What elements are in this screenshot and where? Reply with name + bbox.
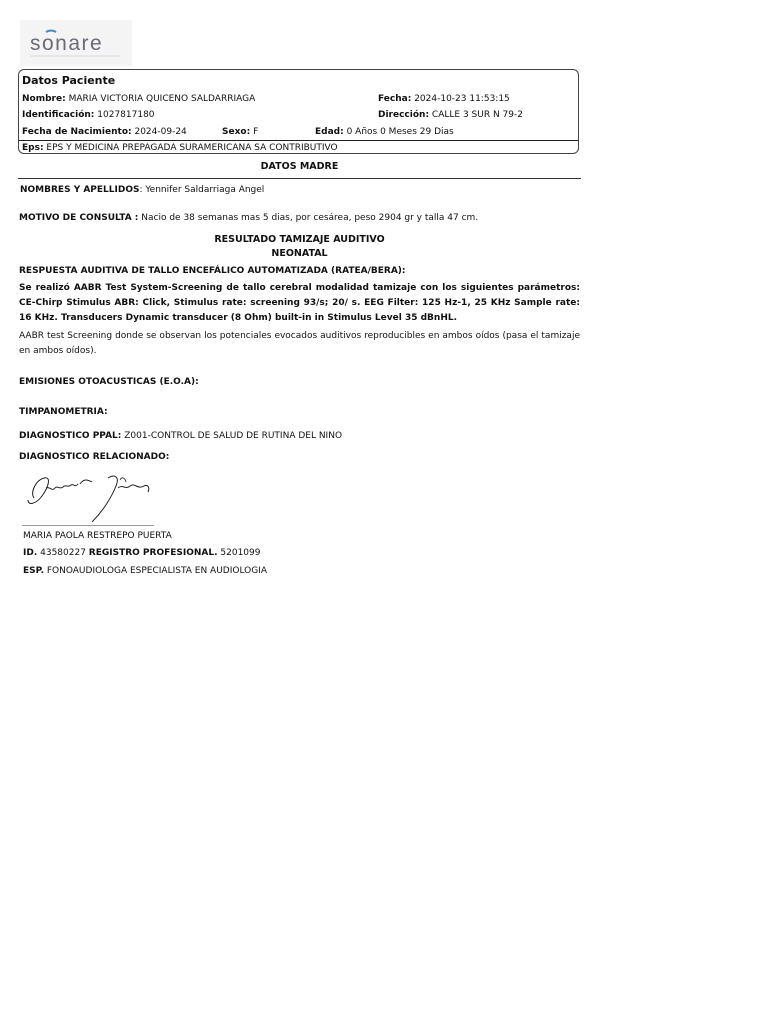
- id-value: 1027817180: [97, 110, 155, 120]
- consultation-field: [19, 213, 478, 223]
- patient-eps-field: [22, 143, 338, 153]
- consultation-label: MOTIVO DE CONSULTA :: [19, 213, 139, 223]
- name-value: MARIA VICTORIA QUICENO SALDARRIAGA: [68, 94, 256, 104]
- ratea-heading: RESPUESTA AUDITIVA DE TALLO ENCEFÁLICO AUTOMATIZADA (RATEA/BERA):: [19, 266, 406, 276]
- eoa-heading: EMISIONES OTOACUSTICAS (E.O.A):: [19, 377, 199, 387]
- birth-label: Fecha de Nacimiento:: [22, 127, 132, 137]
- age-value: 0 Años 0 Meses 29 Dias: [346, 127, 454, 137]
- signature-graphic: [22, 466, 154, 524]
- patient-data-box: [18, 69, 579, 154]
- signer-specialty-value: FONOAUDIOLOGA ESPECIALISTA EN AUDIOLOGIA: [44, 566, 268, 576]
- patient-date-field: [378, 94, 510, 104]
- patient-name-field: [22, 94, 255, 104]
- patient-id-field: [22, 110, 155, 120]
- signature-line: [22, 525, 154, 526]
- eps-value: EPS Y MEDICINA PREPAGADA SURAMERICANA SA CONTRIBUTIVO: [46, 143, 338, 153]
- main-diagnosis-value: Z001-CONTROL DE SALUD DE RUTINA DEL NINO: [121, 431, 343, 441]
- address-value: CALLE 3 SUR N 79-2: [431, 110, 523, 120]
- result-title-line2: NEONATAL: [271, 248, 328, 259]
- birth-value: 2024-09-24: [134, 127, 187, 137]
- signer-name: MARIA PAOLA RESTREPO PUERTA: [23, 531, 172, 541]
- signer-id-value: 43580227: [37, 548, 89, 558]
- ratea-result-text: AABR test Screening donde se observan los potenciales evocados auditivos reproducibles en ambos oídos (pasa el tamizaje en ambos oídos).: [19, 331, 580, 356]
- mother-names-label: NOMBRES Y APELLIDOS: [20, 185, 140, 195]
- main-diagnosis-label: DIAGNOSTICO PPAL:: [19, 431, 122, 441]
- sonare-logo-graphic: [20, 20, 132, 66]
- patient-address-field: [378, 110, 523, 120]
- result-title-line1: RESULTADO TAMIZAJE AUDITIVO: [214, 234, 385, 245]
- mother-divider: [18, 178, 581, 179]
- signer-specialty-field: [23, 566, 267, 576]
- handwritten-signature: [22, 466, 154, 524]
- date-value: 2024-10-23 11:53:15: [414, 94, 510, 104]
- consultation-value: Nacio de 38 semanas mas 5 dias, por cesárea, peso 2904 gr y talla 47 cm.: [138, 213, 479, 223]
- signer-id-field: [23, 548, 261, 558]
- logo-text: sonare: [30, 32, 104, 55]
- patient-birth-field: [22, 127, 187, 137]
- patient-section-title: Datos Paciente: [22, 74, 116, 87]
- patient-age-field: [315, 127, 454, 137]
- sonare-logo: [20, 20, 132, 66]
- main-diagnosis-field: [19, 431, 342, 441]
- signer-specialty-label: ESP.: [23, 566, 44, 576]
- name-label: Nombre:: [22, 94, 66, 104]
- sex-value: F: [253, 127, 259, 137]
- age-label: Edad:: [315, 127, 344, 137]
- eps-divider: [19, 140, 578, 141]
- ratea-parameters-text: Se realizó AABR Test System-Screening de tallo cerebral modalidad tamizaje con los siguientes parámetros: CE-Chirp Stimulus ABR: Click, Stimulus rate: screening 93/s; 20/ s. EEG Filter: 125 Hz-1, 25 KHz Sample rate: 16 KHz. Transducers Dynamic transducer (8 Ohm) built-in in Stimulus Level 35 dBnHL.: [19, 283, 580, 323]
- id-label: Identificación:: [22, 110, 95, 120]
- related-diagnosis-heading: DIAGNOSTICO RELACIONADO:: [19, 452, 170, 462]
- mother-names-field: [20, 185, 264, 195]
- date-label: Fecha:: [378, 94, 412, 104]
- signer-id-label: ID.: [23, 548, 38, 558]
- eps-label: Eps:: [22, 143, 44, 153]
- address-label: Dirección:: [378, 110, 430, 120]
- sex-label: Sexo:: [222, 127, 251, 137]
- tympanometry-heading: TIMPANOMETRIA:: [19, 407, 108, 417]
- mother-section-title: DATOS MADRE: [260, 161, 339, 172]
- signer-registry-value: 5201099: [217, 548, 261, 558]
- patient-sex-field: [222, 127, 258, 137]
- signer-registry-label: REGISTRO PROFESIONAL.: [88, 548, 218, 558]
- mother-names-value: : Yennifer Saldarriaga Angel: [139, 185, 265, 195]
